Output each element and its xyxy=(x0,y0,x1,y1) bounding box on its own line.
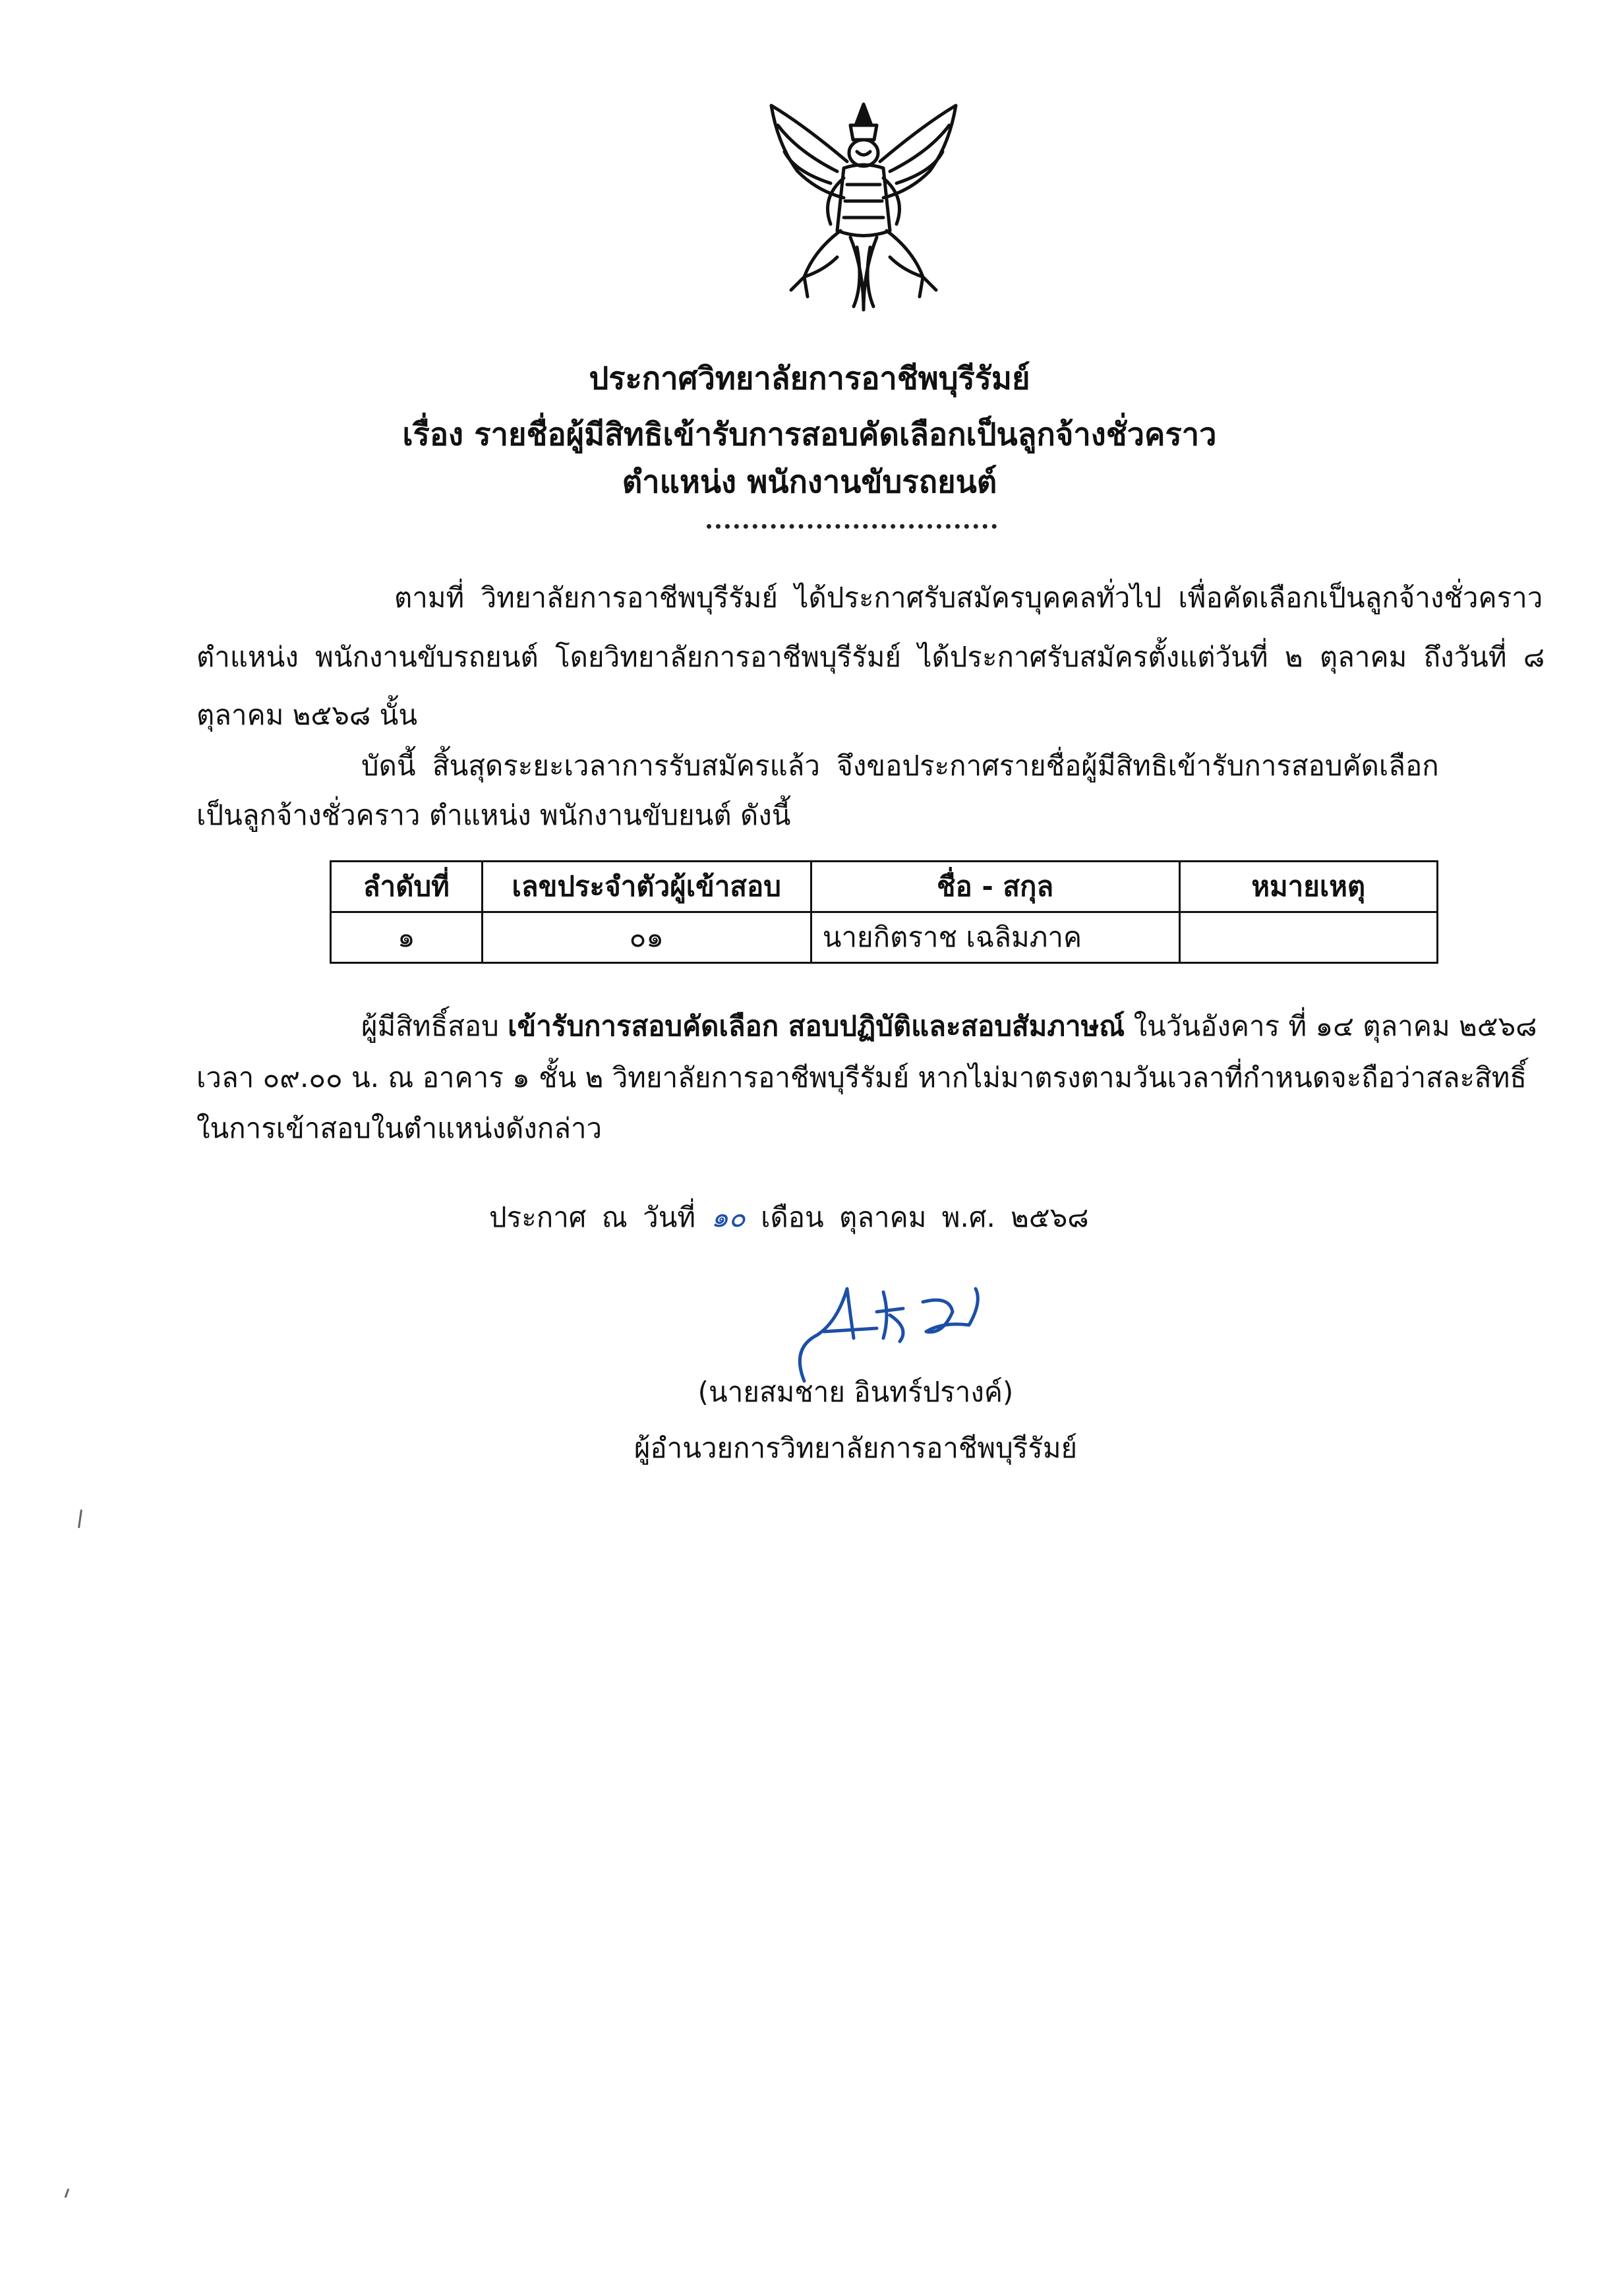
column-header-exam-id: เลขประจำตัวผู้เข้าสอบ xyxy=(482,862,811,912)
announcement-position: ตำแหน่ง พนักงานขับรถยนต์ xyxy=(622,464,997,500)
scan-speck xyxy=(65,2189,70,2198)
paragraph-1-line-2: ตำแหน่ง พนักงานขับรถยนต์ โดยวิทยาลัยการอาชีพบุรีรัมย์ ได้ประกาศรับสมัครตั้งแต่วันที่ ๒ ตุลาคม ถึงวันที่ ๘ xyxy=(196,641,1545,673)
paragraph-1-line-3: ตุลาคม ๒๕๖๘ นั้น xyxy=(196,699,418,731)
paragraph-3-line-3: ในการเข้าสอบในตำแหน่งดังกล่าว xyxy=(196,1112,603,1144)
eligible-label: ผู้มีสิทธิ์สอบ xyxy=(361,1010,508,1042)
paragraph-3-line-2: เวลา ๐๙.๐๐ น. ณ อาคาร ๑ ชั้น ๒ วิทยาลัยการอาชีพบุรีรัมย์ หากไม่มาตรงตามวันเวลาที่กำหนดจะถือว่าสละสิทธิ์ xyxy=(196,1061,1527,1094)
garuda-emblem-icon xyxy=(758,99,969,316)
cell-order: ๑ xyxy=(331,912,483,963)
announcement-subject: เรื่อง รายชื่อผู้มีสิทธิเข้ารับการสอบคัดเลือกเป็นลูกจ้างชั่วคราว xyxy=(402,417,1217,453)
table-header-row xyxy=(331,862,1438,912)
cell-remarks xyxy=(1179,912,1437,963)
paragraph-2-line-1: บัดนี้ สิ้นสุดระยะเวลาการรับสมัครแล้ว จึงขอประกาศรายชื่อผู้มีสิทธิเข้ารับการสอบคัดเลือก xyxy=(361,750,1439,782)
column-header-full-name: ชื่อ - สกุล xyxy=(811,862,1179,912)
dateline-year: พ.ศ. ๒๕๖๘ xyxy=(941,1201,1089,1233)
handwritten-signature xyxy=(784,1276,1002,1388)
dateline-prefix: ประกาศ ณ วันที่ xyxy=(489,1201,696,1233)
signer-name: (นายสมชาย อินทร์ปรางค์) xyxy=(697,1376,1014,1408)
column-header-remarks: หมายเหตุ xyxy=(1179,862,1437,912)
paragraph-3-line-1 xyxy=(361,1009,1537,1044)
table-row xyxy=(331,912,1438,963)
announcement-dateline xyxy=(489,1200,1089,1235)
cell-full-name: นายกิตราช เฉลิมภาค xyxy=(811,912,1179,963)
scan-speck xyxy=(78,1510,82,1528)
title-divider xyxy=(707,504,997,529)
dateline-day: ๑๐ xyxy=(711,1201,746,1233)
paragraph-1-line-1: ตามที่ วิทยาลัยการอาชีพบุรีรัมย์ ได้ประกาศรับสมัครบุคคลทั่วไป เพื่อคัดเลือกเป็นลูกจ้างชั่วคราว xyxy=(394,581,1543,614)
dateline-month: เดือน ตุลาคม xyxy=(761,1201,927,1233)
exam-date-text: ในวันอังคาร ที่ ๑๔ ตุลาคม ๒๕๖๘ xyxy=(1125,1010,1537,1042)
cell-exam-id: ๐๑ xyxy=(482,912,811,963)
paragraph-2-line-2: เป็นลูกจ้างชั่วคราว ตำแหน่ง พนักงานขับยนต์ ดังนี้ xyxy=(196,799,791,831)
exam-type-emphasis: เข้ารับการสอบคัดเลือก สอบปฏิบัติและสอบสัมภาษณ์ xyxy=(508,1010,1125,1042)
column-header-order: ลำดับที่ xyxy=(331,862,483,912)
candidate-table xyxy=(330,860,1438,964)
signer-title: ผู้อำนวยการวิทยาลัยการอาชีพบุรีรัมย์ xyxy=(633,1432,1078,1464)
announcement-title: ประกาศวิทยาลัยการอาชีพบุรีรัมย์ xyxy=(589,361,1030,397)
